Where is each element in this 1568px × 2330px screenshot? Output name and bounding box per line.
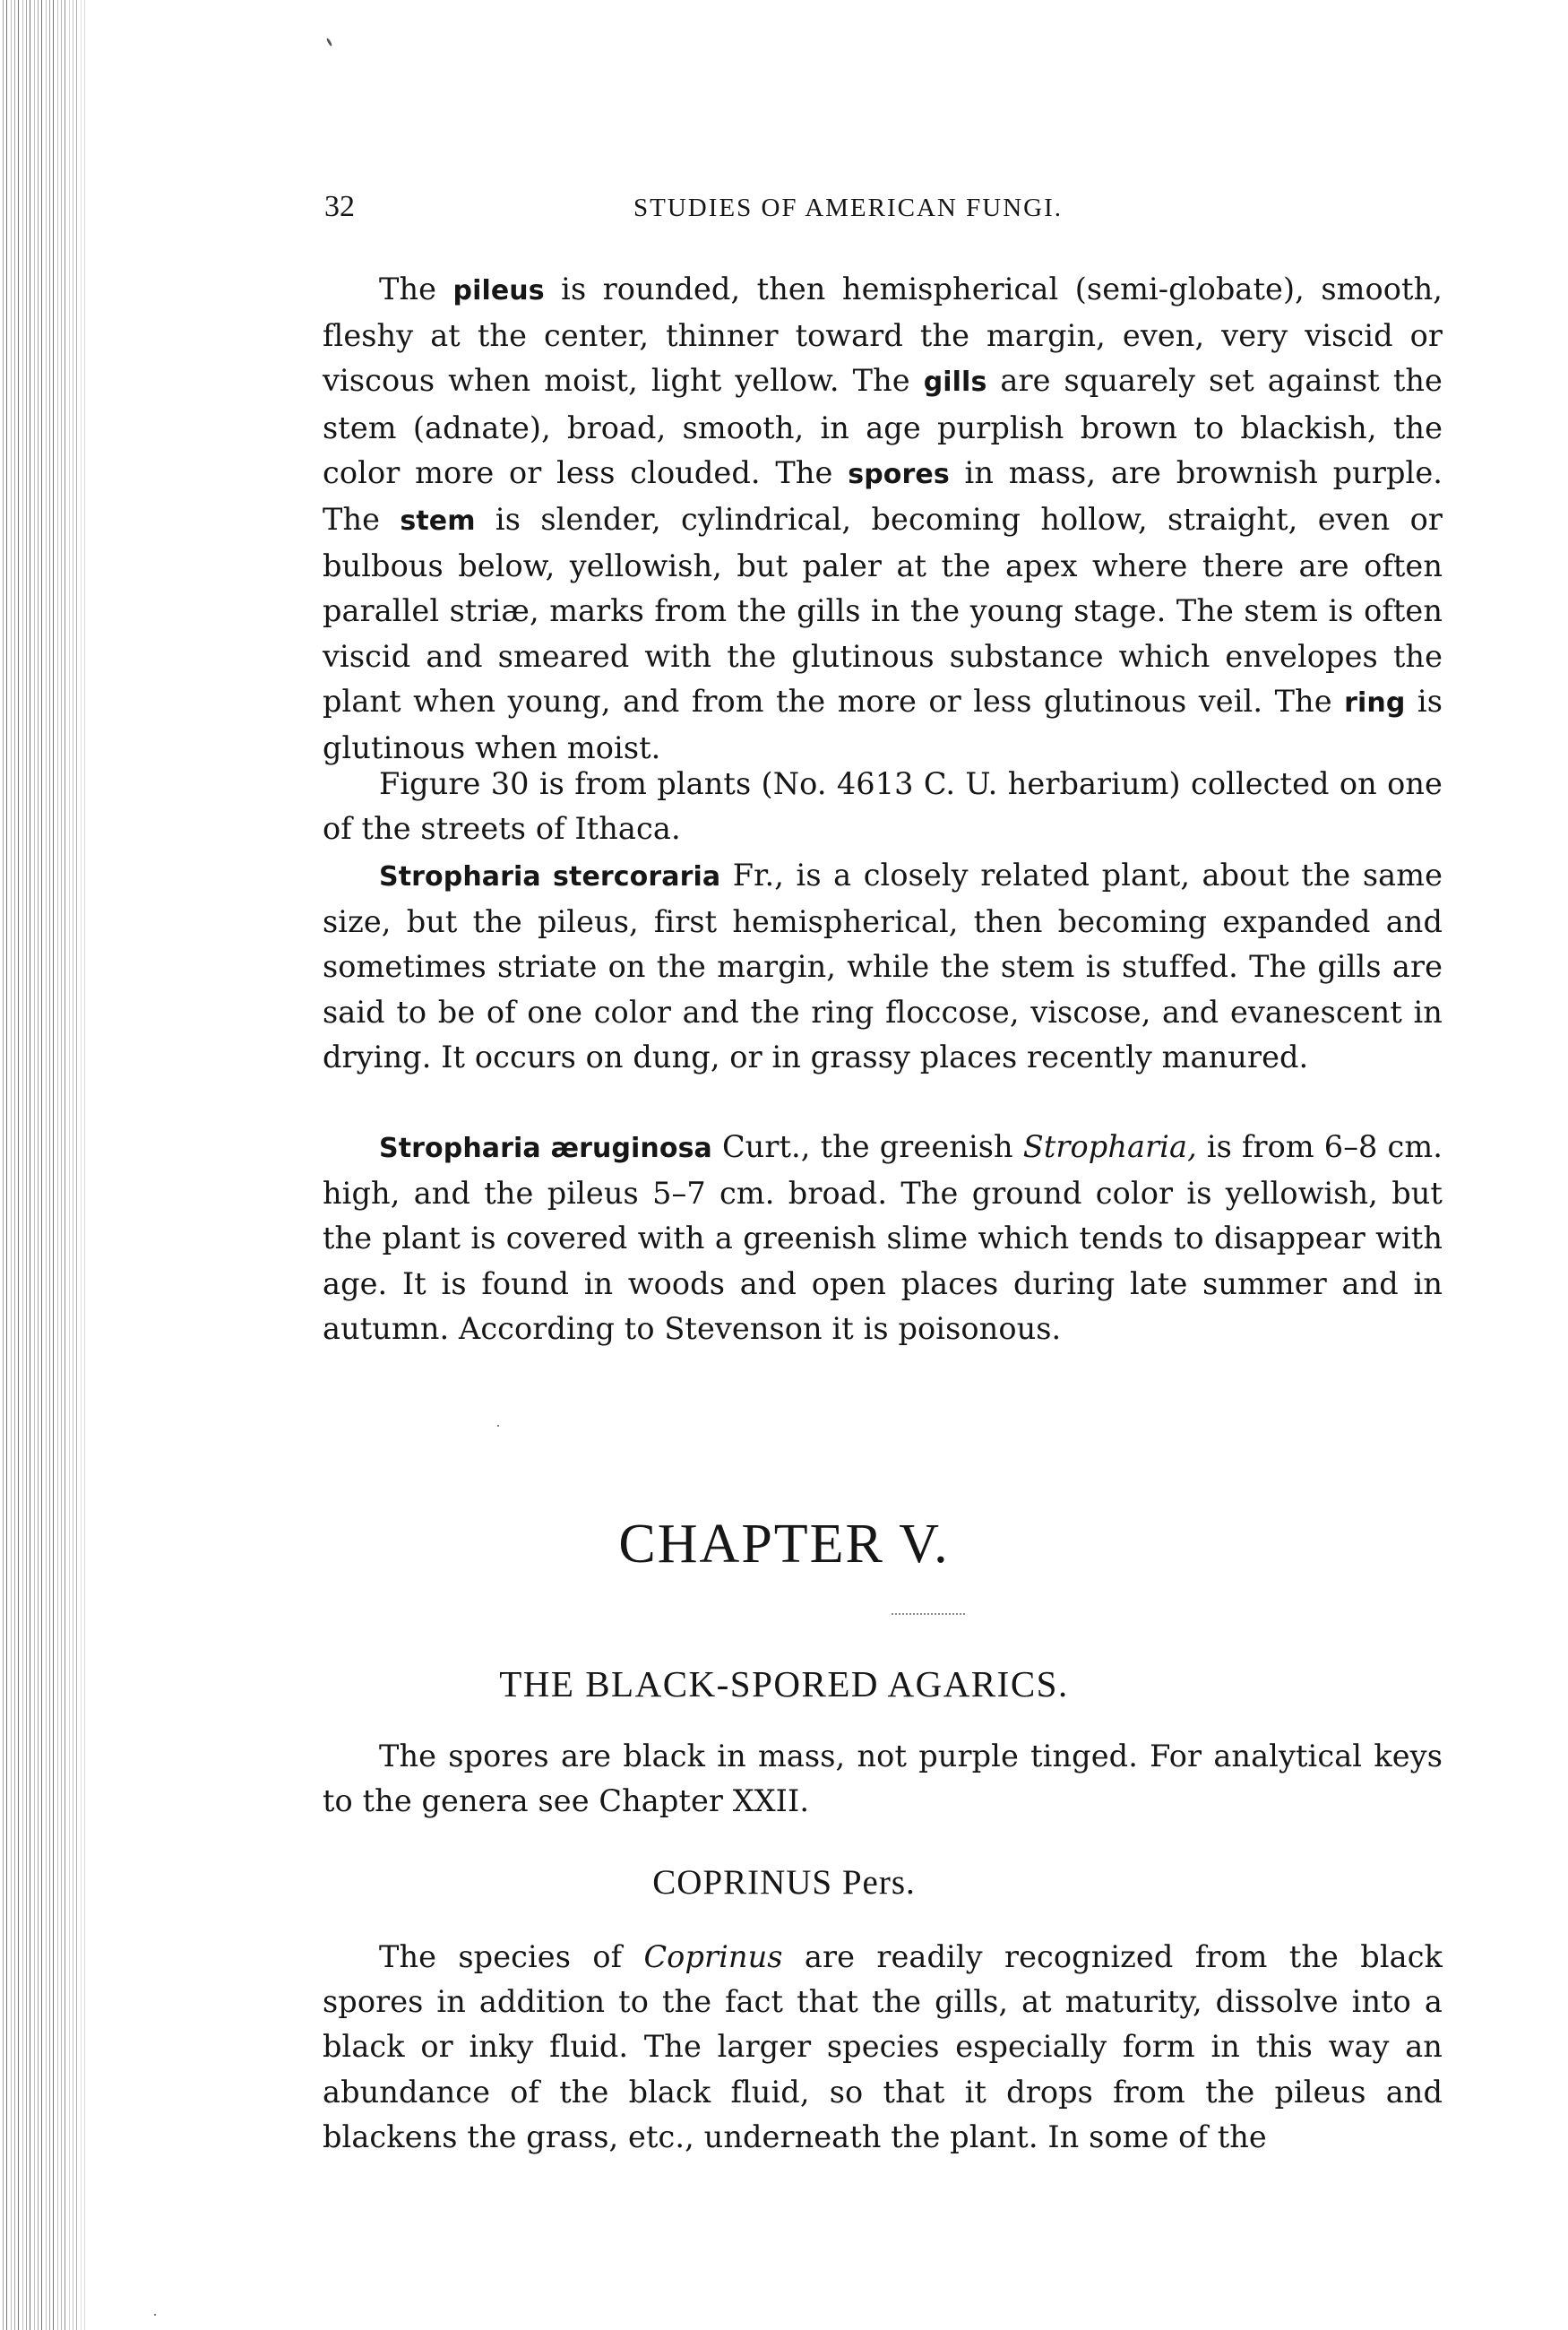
term-pileus: pileus [452,275,545,306]
paragraph-pileus-description: The pileus is rounded, then hemispherical (semi-globate), smooth, fleshy at the center, thinner toward the margin, even, very viscid or viscous when moist, light yellow. The gills are squarely set against the stem (adnate), broad, smooth, in age purplish brown to blackish, the color more or less clouded. The spores in mass, are brownish purple. The stem is slender, cylindrical, becoming hollow, straight, even or bulbous below, yellowish, but paler at the apex where there are often parallel striæ, marks from the gills in the young stage. The stem is often viscid and smeared with the glutinous substance which envelopes the plant when young, and from the more or less glutinous veil. The ring is glutinous when moist. [323,272,1443,766]
chapter-divider [892,1613,965,1615]
genus-heading: COPRINUS Pers. [652,1863,916,1902]
species-name: Stropharia stercoraria [379,861,721,893]
term-spores: spores [848,458,950,490]
binding-shadow [54,0,108,2330]
chapter-title: CHAPTER V. [618,1514,950,1575]
running-head [324,190,1426,235]
term-ring: ring [1344,686,1406,719]
paragraph-stropharia-stercoraria: Stropharia stercoraria Fr., is a closely related plant, about the same size, but the pileus, first hemispherical, then becoming expanded and sometimes striate on the margin, while the stem is stuffed. The gills are said to be of one color and the ring floccose, viscose, and evanescent in drying. It occurs on dung, or in grassy places recently manured. [323,858,1443,1074]
ink-speck [497,1425,499,1427]
term-gills: gills [923,367,987,399]
species-name: Stropharia æruginosa [379,1133,712,1164]
ink-speck [154,2314,156,2316]
page-number: 32 [324,190,355,223]
ink-speck [326,38,333,47]
running-title: STUDIES OF AMERICAN FUNGI. [633,194,1063,222]
paragraph-coprinus: The species of Coprinus are readily recognized from the black spores in addition to the fact that the gills, at maturity, dissolve into a black or inky fluid. The larger species especially form in this way an abundance of the black fluid, so that it drops from the pileus and blackens the grass, etc., underneath the plant. In some of the [323,1939,1443,2154]
paragraph-chapter-intro: The spores are black in mass, not purple tinged. For analytical keys to the genera see Chapter XXII. [323,1739,1443,1819]
paragraph-stropharia-aeruginosa: Stropharia æruginosa Curt., the greenish Stropharia, is from 6–8 cm. high, and the pileus 5–7 cm. broad. The ground color is yellowish, but the plant is covered with a greenish slime which tends to disappear with age. It is found in woods and open places during late summer and in autumn. According to Stevenson it is poisonous. [323,1129,1443,1346]
section-title: THE BLACK-SPORED AGARICS. [499,1663,1069,1704]
term-stem: stem [400,505,476,538]
paragraph-figure-note: Figure 30 is from plants (No. 4613 C. U. herbarium) collected on one of the streets of Ithaca. [323,766,1443,847]
